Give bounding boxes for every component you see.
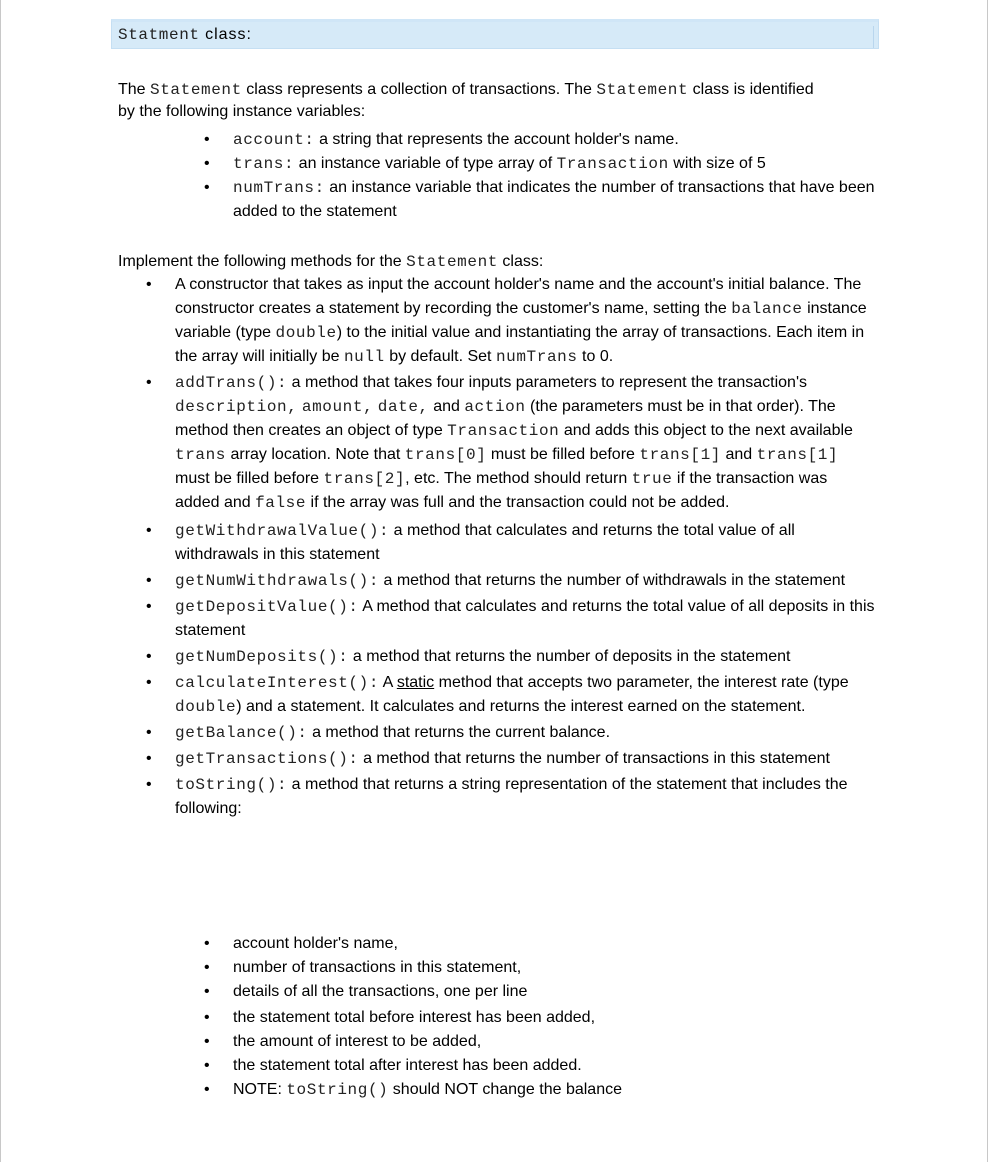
method-getdepositvalue: • getDepositValue(): A method that calculates and returns the total value of all deposits in this statement: [175, 595, 875, 643]
bullet-icon: •: [204, 179, 210, 196]
method-constructor: • A constructor that takes as input the account holder's name and the account's initial balance. The constructor creates a statement by recording the customer's name, setting the balance instance variable (type double) to the initial value and instantiating the array of transactions. Each item in the array will initially be null by default. Set numTrans to 0.: [175, 273, 875, 369]
intro-paragraph: The Statement class represents a collection of transactions. The Statement class is identified by the following instance variables:: [118, 81, 814, 120]
method-tostring: • toString(): a method that returns a string representation of the statement that includes the following:: [175, 773, 875, 821]
bullet-icon: •: [146, 648, 152, 665]
methods-list: [146, 273, 875, 823]
method-gettransactions: • getTransactions(): a method that returns the number of transactions in this statement: [175, 747, 875, 771]
bullet-icon: •: [146, 750, 152, 767]
bullet-icon: •: [204, 983, 210, 1000]
method-getnumdeposits: • getNumDeposits(): a method that returns the number of deposits in the statement: [175, 645, 875, 669]
methods-intro: Implement the following methods for the Statement class:: [118, 253, 544, 271]
bullet-icon: •: [146, 598, 152, 615]
page-right-edge: [987, 0, 988, 1162]
method-getwithdrawalvalue: • getWithdrawalValue(): a method that calculates and returns the total value of all withdrawals in this statement: [175, 519, 875, 567]
list-item: • numTrans: an instance variable that indicates the number of transactions that have been added to the statement: [233, 176, 883, 224]
list-item: • the statement total after interest has been added.: [233, 1054, 833, 1078]
tostring-details-list: [204, 932, 833, 1102]
bullet-icon: •: [146, 522, 152, 539]
method-getbalance: • getBalance(): a method that returns the current balance.: [175, 721, 875, 745]
bullet-icon: •: [146, 374, 152, 391]
bullet-icon: •: [204, 1057, 210, 1074]
bullet-icon: •: [146, 276, 152, 293]
method-calculateinterest: • calculateInterest(): A static method that accepts two parameter, the interest rate (type double) and a statement. It calculates and returns the interest earned on the statement.: [175, 671, 875, 719]
list-item: • account: a string that represents the account holder's name.: [233, 128, 883, 152]
bullet-icon: •: [204, 1081, 210, 1098]
bullet-icon: •: [146, 776, 152, 793]
banner-divider: [873, 26, 874, 48]
method-addtrans: • addTrans(): a method that takes four inputs parameters to represent the transaction's description, amount, date, and action (the parameters must be in that order). The method then creates an object of type Transaction and adds this object to the next available trans array location. Note that trans[0] must be filled before trans[1] and trans[1] must be filled before trans[2], etc. The method should return true if the transaction was added and false if the array was full and the transaction could not be added.: [175, 371, 875, 515]
bullet-icon: •: [204, 1033, 210, 1050]
bullet-icon: •: [204, 155, 210, 172]
list-item: • account holder's name,: [233, 932, 833, 956]
list-item: • the amount of interest to be added,: [233, 1030, 833, 1054]
method-getnumwithdrawals: • getNumWithdrawals(): a method that returns the number of withdrawals in the statement: [175, 569, 875, 593]
page-left-edge: [0, 0, 1, 1162]
list-item: • the statement total before interest has been added,: [233, 1006, 833, 1030]
bullet-icon: •: [146, 674, 152, 691]
list-item-note: • NOTE: toString() should NOT change the balance: [233, 1078, 833, 1102]
list-item: • trans: an instance variable of type array of Transaction with size of 5: [233, 152, 883, 176]
bullet-icon: •: [204, 959, 210, 976]
list-item: • details of all the transactions, one per line: [233, 980, 833, 1004]
bullet-icon: •: [204, 935, 210, 952]
section-header-title: Statment class:: [118, 26, 252, 44]
bullet-icon: •: [204, 1009, 210, 1026]
section-header-banner: [111, 19, 879, 49]
instance-variables-list: [204, 128, 883, 224]
bullet-icon: •: [146, 724, 152, 741]
bullet-icon: •: [146, 572, 152, 589]
list-item: • number of transactions in this statement,: [233, 956, 833, 980]
bullet-icon: •: [204, 131, 210, 148]
